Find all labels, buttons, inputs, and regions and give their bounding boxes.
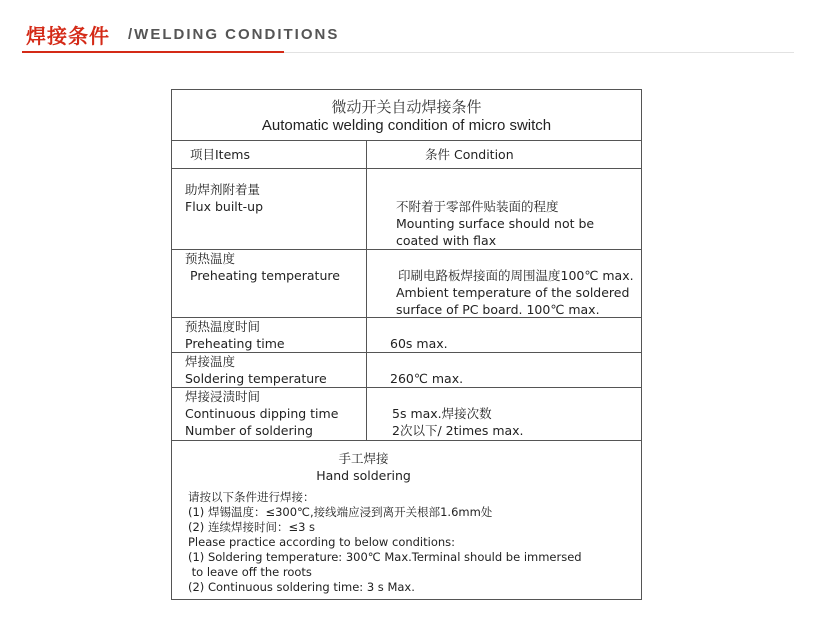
item-label-cn: 焊接浸渍时间 (185, 389, 261, 404)
condition-text: 不附着于零部件贴装面的程度 (396, 199, 559, 214)
table-title-cn: 微动开关自动焊接条件 (331, 98, 482, 116)
table-row (172, 353, 641, 388)
item-label-en: Continuous dipping time (185, 406, 339, 421)
hand-soldering-line: (1) Soldering temperature: 300℃ Max.Terminal should be immersed (188, 550, 582, 564)
hand-soldering-line: (1) 焊锡温度：≤300℃,接线端应浸到离开关根部1.6mm处 (188, 505, 493, 519)
table-row (172, 318, 641, 353)
table-row (172, 169, 641, 250)
hand-soldering-title-cn-text: 手工焊接 (338, 451, 389, 466)
table-row (172, 250, 641, 318)
table-title-en: Automatic welding condition of micro switch (261, 117, 552, 134)
hand-soldering-line: (2) 连续焊接时间：≤3 s (188, 520, 316, 534)
column-header-items: 项目Items (190, 147, 250, 162)
item-label-cn: 预热温度 (185, 251, 236, 266)
condition-text: 2次以下/ 2times max. (392, 423, 524, 438)
table-title-row (172, 90, 641, 141)
table-header-row (172, 141, 641, 169)
table-row (172, 388, 641, 441)
column-header-condition: 条件 Condition (425, 147, 514, 162)
welding-conditions-table (171, 89, 642, 600)
condition-text: 印刷电路板焊接面的周围温度100℃ max. (398, 268, 634, 283)
item-label-en: Soldering temperature (185, 371, 327, 386)
header-accent-line (22, 51, 284, 53)
item-label-cn: 助焊剂附着量 (185, 182, 261, 197)
hand-soldering-title-cn (172, 450, 641, 467)
hand-soldering-line: 请按以下条件进行焊接： (188, 490, 315, 504)
item-label-en: Number of soldering (185, 423, 313, 438)
condition-text: Mounting surface should not be (396, 216, 595, 231)
item-label-en: Flux built-up (185, 199, 264, 214)
hand-soldering-line: (2) Continuous soldering time: 3 s Max. (188, 580, 415, 594)
hand-soldering-line: to leave off the roots (188, 565, 312, 579)
section-title-en: /WELDING CONDITIONS (128, 26, 340, 43)
condition-text: Ambient temperature of the soldered (396, 285, 630, 300)
item-label-en: Preheating temperature (190, 268, 340, 283)
item-label-cn: 预热温度时间 (185, 319, 261, 334)
condition-text: coated with flax (396, 233, 497, 248)
hand-soldering-line: Please practice according to below conditions: (188, 535, 456, 549)
item-label-cn: 焊接温度 (185, 354, 236, 369)
item-label-en: Preheating time (185, 336, 285, 351)
section-header (22, 20, 794, 54)
section-title-cn: 焊接条件 (26, 24, 110, 48)
condition-text: 260℃ max. (390, 371, 464, 386)
hand-soldering-section (172, 441, 641, 599)
hand-soldering-title-en-text: Hand soldering (316, 468, 411, 483)
hand-soldering-title-en (172, 467, 641, 484)
condition-text: 60s max. (390, 336, 448, 351)
condition-text: 5s max.焊接次数 (392, 406, 492, 421)
condition-text: surface of PC board. 100℃ max. (396, 302, 600, 317)
column-divider (366, 141, 367, 441)
